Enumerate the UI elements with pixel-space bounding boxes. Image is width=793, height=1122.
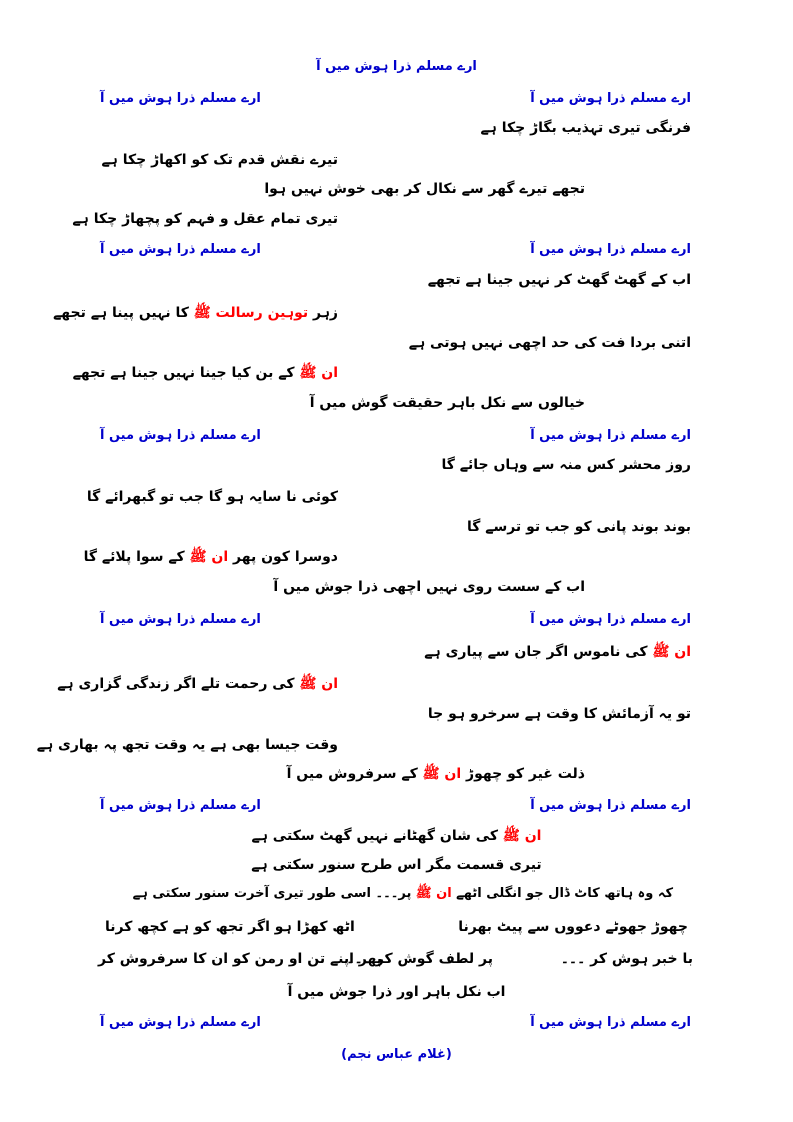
honorific: ﷺ <box>422 766 440 782</box>
highlight-text: ان <box>316 365 338 381</box>
refrain-right: ارے مسلم ذرا ہوش میں آ <box>530 242 691 257</box>
stanza5-line4-left: اٹھ کھڑا ہو اگر تجھ کو ہے کچھ کرنا <box>105 919 355 935</box>
stanza3-line1: روز محشر کس منہ سے وہاں جائے گا <box>441 457 691 473</box>
stanza3-line2: کوئی نا سایہ ہو گا جب تو گبھرائے گا <box>86 489 338 505</box>
text: پر۔۔۔ اسی طور تیری آخرت سنور سکتی ہے <box>132 886 416 901</box>
stanza4-line1 <box>424 645 691 659</box>
stanza3-line4 <box>84 550 338 564</box>
stanza3-line3: بوند بوند پانی کو جب تو ترسے گا <box>466 519 691 535</box>
stanza5-line6: اب نکل باہر اور ذرا جوش میں آ <box>287 984 506 1000</box>
highlight-text: توہین رسالت <box>210 305 309 321</box>
stanza2-line5: خیالوں سے نکل باہر حقیقت گوش میں آ <box>309 395 585 411</box>
text: کی شان گھٹانے نہیں گھٹ سکتی ہے <box>251 828 503 844</box>
text: کے بن کیا جینا نہیں جینا ہے تجھے <box>72 365 300 381</box>
refrain-left: ارے مسلم ذرا ہوش میں آ <box>100 242 261 257</box>
honorific: ﷺ <box>299 676 317 692</box>
refrain-right: ارے مسلم ذرا ہوش میں آ <box>530 798 691 813</box>
stanza1-line3: تجھے تیرے گھر سے نکال کر بھی خوش نہیں ہوا <box>264 181 585 197</box>
text: کے سرفروش میں آ <box>286 766 423 782</box>
refrain-left: ارے مسلم ذرا ہوش میں آ <box>100 612 261 627</box>
stanza2-line1: اب کے گھٹ گھٹ کر نہیں جینا ہے تجھے <box>427 272 691 288</box>
stanza1-line4: تیری تمام عقل و فہم کو پچھاڑ چکا ہے <box>72 211 338 227</box>
stanza1-line2: تیرے نقش قدم تک کو اکھاڑ چکا ہے <box>101 152 338 168</box>
poet-signature: (غلام عباس نجم) <box>341 1047 452 1062</box>
text: کے سوا پلائے گا <box>83 549 190 565</box>
stanza2-line2 <box>53 306 338 320</box>
highlight-text: ان <box>519 828 542 844</box>
stanza5-line5-mid: پر لطف گوش کر ۔۔۔ <box>346 951 493 967</box>
stanza4-line3: تو یہ آزمائش کا وقت ہے سرخرو ہو جا <box>427 706 691 722</box>
stanza3-line5: اب کے سست روی نہیں اچھی ذرا جوش میں آ <box>273 579 585 595</box>
refrain-right: ارے مسلم ذرا ہوش میں آ <box>530 428 691 443</box>
highlight-text: ان <box>206 549 229 565</box>
text: کہ وہ ہاتھ کاٹ ڈال جو انگلی اٹھے <box>451 886 673 901</box>
refrain-right: ارے مسلم ذرا ہوش میں آ <box>530 612 691 627</box>
refrain-left: ارے مسلم ذرا ہوش میں آ <box>100 428 261 443</box>
text: دوسرا کون پھر <box>228 549 338 565</box>
stanza4-line5 <box>287 767 585 781</box>
honorific: ﷺ <box>189 549 207 565</box>
stanza5-line5-left: پھر اپنے تن او رمن کو ان کا سرفروش کر <box>98 951 383 967</box>
refrain-left: ارے مسلم ذرا ہوش میں آ <box>100 798 261 813</box>
stanza5-line3 <box>133 887 673 900</box>
stanza5-line5-right: با خبر ہوش کر ۔۔۔ <box>560 951 693 967</box>
honorific: ﷺ <box>193 305 211 321</box>
text: کی ناموس اگر جان سے پیاری ہے <box>424 644 653 660</box>
refrain-left: ارے مسلم ذرا ہوش میں آ <box>100 91 261 106</box>
stanza2-line3: اتنی بردا فت کی حد اچھی نہیں ہوتی ہے <box>408 335 691 351</box>
text: کی رحمت تلے اگر زندگی گزاری ہے <box>57 676 300 692</box>
stanza5-line1 <box>0 829 793 843</box>
refrain-right: ارے مسلم ذرا ہوش میں آ <box>530 91 691 106</box>
stanza2-line4 <box>73 366 338 380</box>
stanza5-line2: تیری قسمت مگر اس طرح سنور سکتی ہے <box>251 857 542 873</box>
stanza1-line1: فرنگی تیری تہذیب بگاڑ چکا ہے <box>480 120 691 136</box>
honorific: ﷺ <box>652 644 670 660</box>
highlight-text: ان <box>669 644 691 660</box>
stanza4-line2 <box>57 677 338 691</box>
stanza4-line4: وقت جیسا بھی ہے یہ وقت تجھ پہ بھاری ہے <box>36 737 338 753</box>
text: کا نہیں پینا ہے تجھے <box>53 305 194 321</box>
poem-title: ارے مسلم ذرا ہوش میں آ <box>316 59 477 74</box>
highlight-text: ان <box>316 676 338 692</box>
honorific: ﷺ <box>415 886 432 901</box>
honorific: ﷺ <box>299 365 317 381</box>
refrain-left: ارے مسلم ذرا ہوش میں آ <box>100 1015 261 1030</box>
text: ذلت غیر کو چھوڑ <box>461 766 585 782</box>
stanza5-line4-right: چھوڑ جھوٹے دعووں سے پیٹ بھرنا <box>458 919 688 935</box>
highlight-text: ان <box>439 766 462 782</box>
highlight-text: ان <box>431 886 452 901</box>
text: زہر <box>308 305 338 321</box>
refrain-right: ارے مسلم ذرا ہوش میں آ <box>530 1015 691 1030</box>
honorific: ﷺ <box>502 828 520 844</box>
